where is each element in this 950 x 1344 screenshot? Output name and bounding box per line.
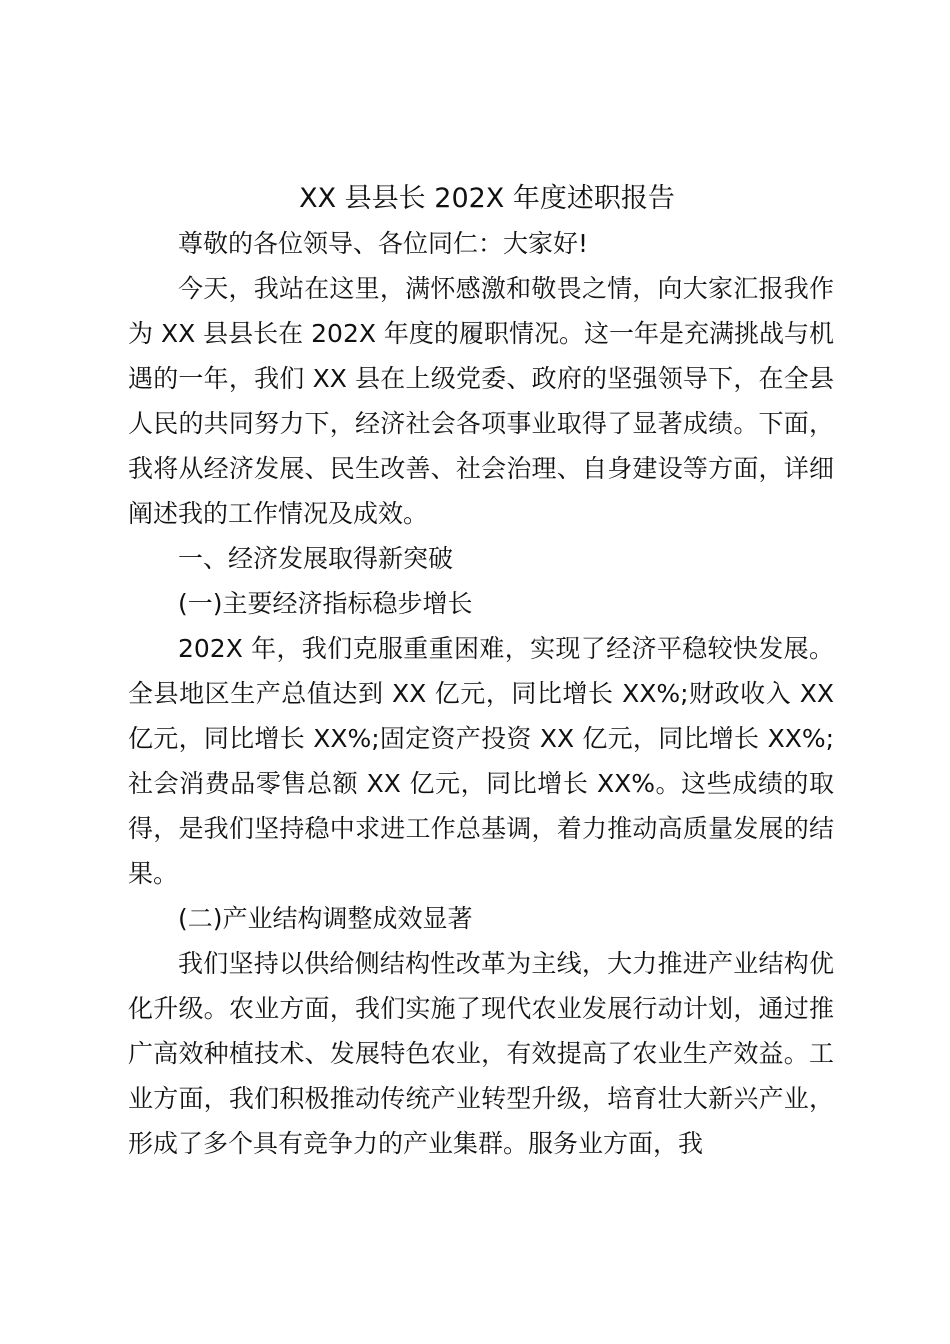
indicators-paragraph: 202X 年，我们克服重重困难，实现了经济平稳较快发展。全县地区生产总值达到 XX 亿元，同比增长 XX%;财政收入 XX 亿元，同比增长 XX%;固定资产投资 XX 亿元，同比增长 XX%;社会消费品零售总额 XX 亿元，同比增长 XX%。这些成绩的取得，是我们坚持稳中求进工作总基调，着力推动高质量发展的结果。 (128, 634, 834, 888)
intro-paragraph: 今天，我站在这里，满怀感激和敬畏之情，向大家汇报我作为 XX 县县长在 202X 年度的履职情况。这一年是充满挑战与机遇的一年，我们 XX 县在上级党委、政府的坚强领导下，在全县人民的共同努力下，经济社会各项事业取得了显著成绩。下面，我将从经济发展、民生改善、社会治理、自身建设等方面，详细阐述我的工作情况及成效。 (128, 274, 834, 528)
document-title: XX 县县长 202X 年度述职报告 (299, 183, 675, 214)
subsection-heading-industry: (二)产业结构调整成效显著 (178, 904, 473, 933)
document-body (128, 176, 834, 1166)
subsection-heading-indicators: (一)主要经济指标稳步增长 (178, 589, 473, 618)
industry-paragraph: 我们坚持以供给侧结构性改革为主线，大力推进产业结构优化升级。农业方面，我们实施了现代农业发展行动计划，通过推广高效种植技术、发展特色农业，有效提高了农业生产效益。工业方面，我们积极推动传统产业转型升级，培育壮大新兴产业，形成了多个具有竞争力的产业集群。服务业方面，我 (128, 949, 834, 1158)
salutation: 尊敬的各位领导、各位同仁：大家好! (178, 229, 589, 258)
section-heading-economy: 一、经济发展取得新突破 (178, 544, 454, 573)
